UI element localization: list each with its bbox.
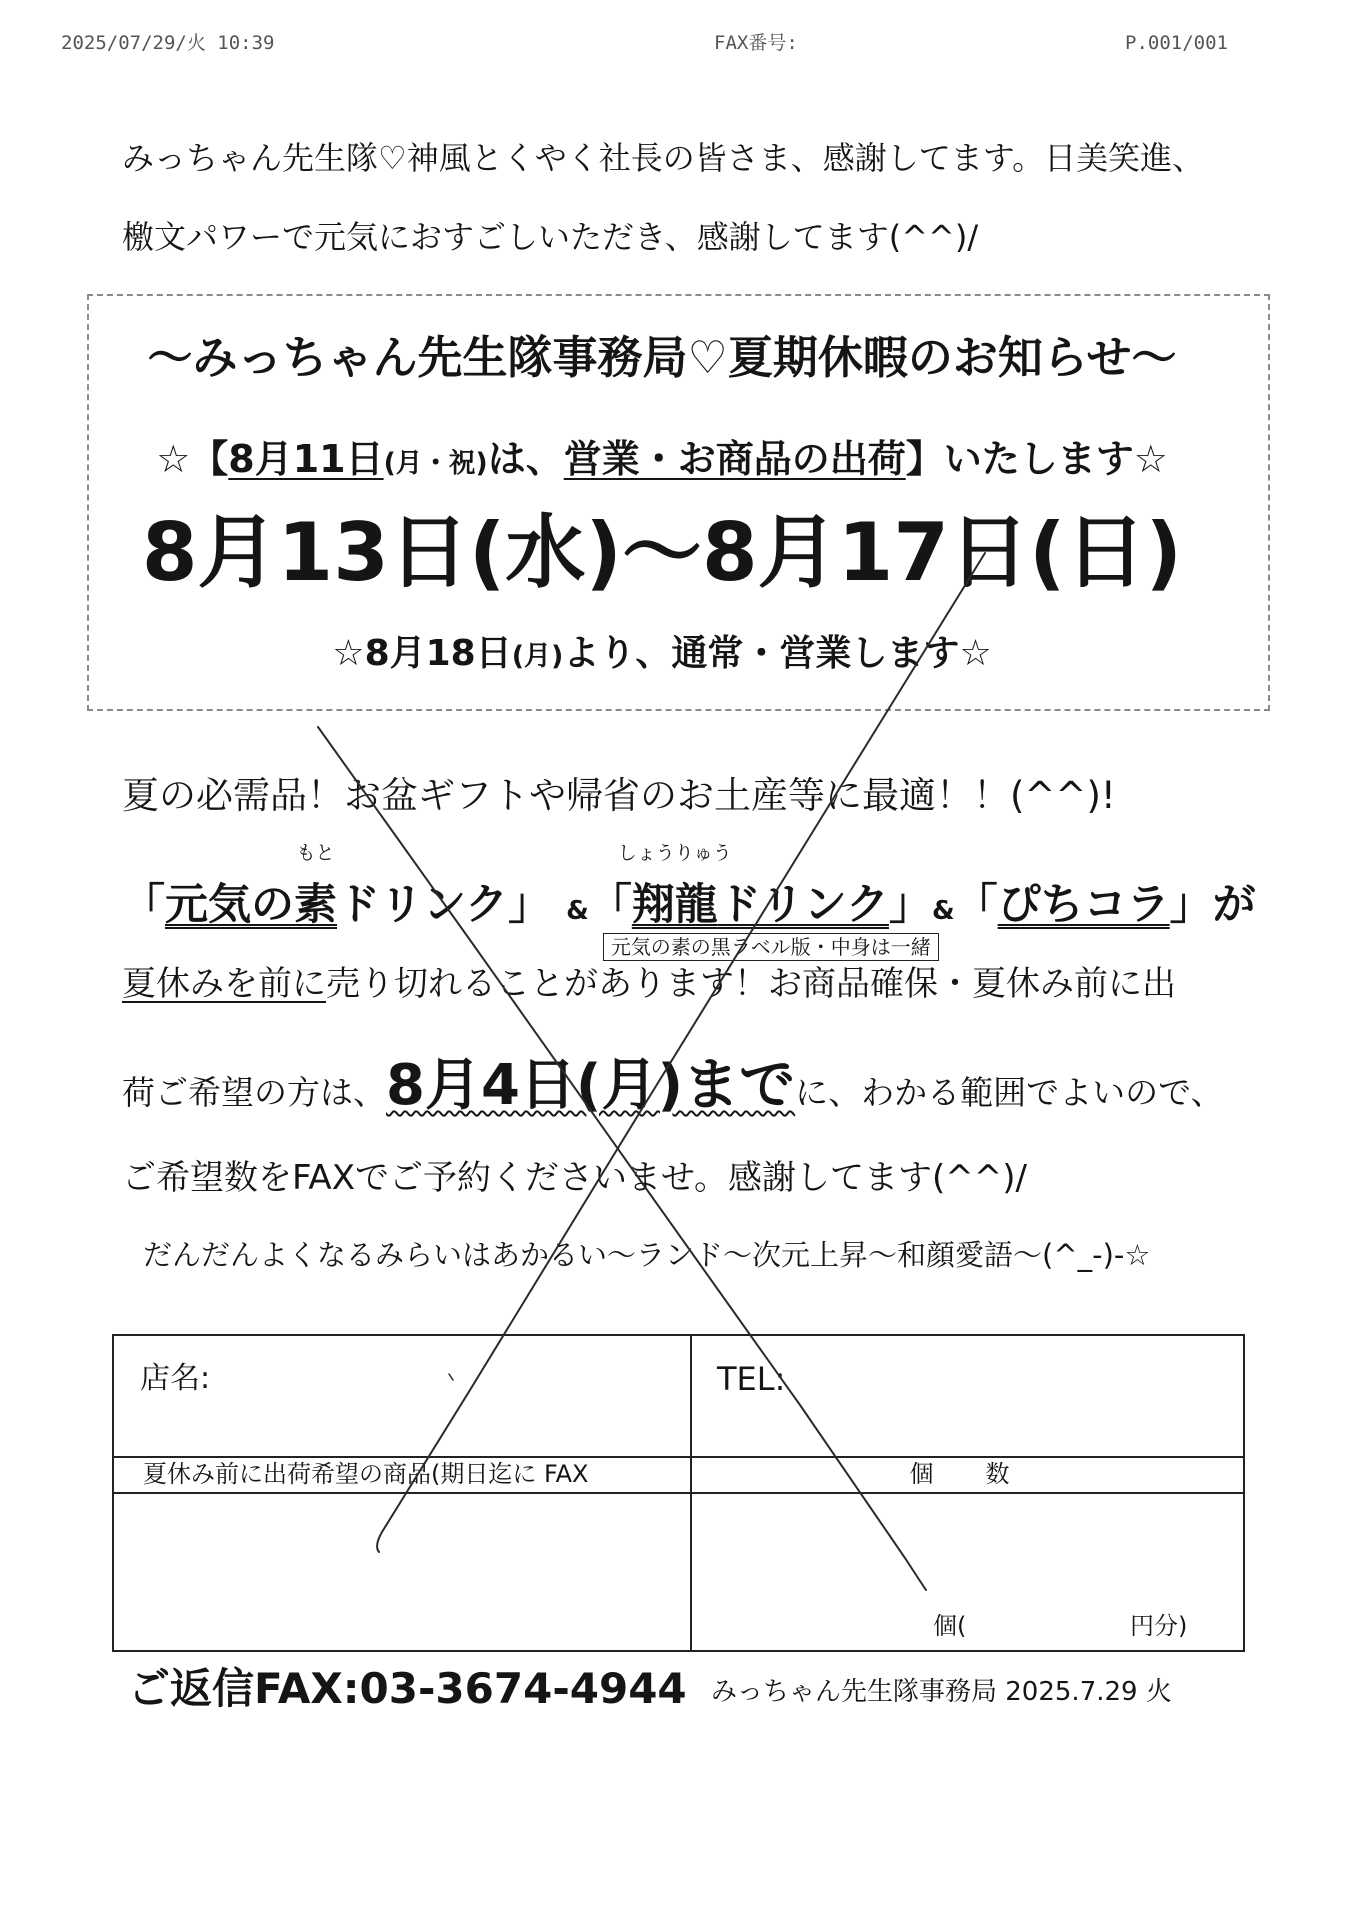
product-line — [122, 842, 1256, 959]
row-divider-2 — [114, 1492, 1243, 1494]
notice-title: ～みっちゃん先生隊事務局♡夏期休暇のお知らせ～ — [147, 331, 1177, 384]
product-genki-close: ドリンク」 — [337, 880, 552, 930]
promo-line-1: 夏の必需品！お盆ギフトや帰省のお土産等に最適！！(^^)! — [122, 774, 1116, 817]
product-genki-open: 「 — [122, 880, 165, 930]
open-day-business: 営業・お商品の出荷 — [563, 437, 906, 481]
open-day-tail: 】いたします☆ — [905, 437, 1168, 481]
product-shoryu-close: 」 — [888, 880, 932, 930]
closed-period: 8月13日(水)～8月17日(日) — [141, 506, 1183, 599]
open-day-date: 8月11日 — [228, 437, 384, 481]
tel-label: TEL: — [717, 1360, 786, 1398]
product-genki-underlined — [165, 842, 337, 930]
fax-timestamp: 2025/07/29/火 10:39 — [61, 32, 275, 54]
ampersand-2: & — [931, 896, 955, 926]
product-shoryu-note: 元気の素の黒ラベル版・中身は一緒 — [603, 933, 939, 961]
product-column-header: 夏休み前に出荷希望の商品(期日迄に FAX — [143, 1460, 589, 1488]
product-shoryu — [588, 842, 932, 959]
holiday-notice-box — [87, 294, 1270, 711]
quantity-unit-close: 円分) — [1130, 1612, 1188, 1640]
open-day-mid: は、 — [487, 437, 564, 481]
ruby-moto — [294, 842, 337, 930]
ampersand-1: & — [566, 896, 589, 926]
quantity-unit-open: 個( — [933, 1612, 967, 1640]
greeting-line-1: みっちゃん先生隊♡神風とくやく社長の皆さま、感謝してます。日美笑進、 — [122, 139, 1205, 177]
promo-line-3-rest: 売り切れることがあります！お商品確保・夏休み前に出 — [326, 964, 1176, 1004]
reply-fax-number: ご返信FAX:03-3674-4944 — [128, 1664, 687, 1713]
shop-name-label: 店名: — [140, 1361, 211, 1396]
product-shoryu-open: 「 — [588, 880, 632, 930]
product-line-suffix: が — [1212, 880, 1256, 930]
ruby-shoryu-base: 翔龍 — [631, 880, 718, 930]
quantity-column-header: 個 数 — [909, 1460, 1024, 1488]
ruby-shoryu-reading: しょうりゅう — [617, 842, 732, 864]
promo-line-4-suffix: に、わかる範囲でよいので、 — [795, 1073, 1224, 1112]
fax-number-label: FAX番号: — [714, 32, 798, 54]
open-day-lead: ☆【 — [156, 437, 229, 481]
promo-line-5: ご希望数をFAXでご予約くださいませ。感謝してます(^^)/ — [122, 1158, 1027, 1198]
resume-lead: ☆8月18日 — [332, 633, 512, 674]
order-deadline: 8月4日(月)まで — [386, 1053, 796, 1118]
open-day-line — [89, 435, 1235, 488]
resume-weekday: (月) — [511, 641, 564, 672]
row-divider-1 — [114, 1456, 1243, 1458]
motto-line: だんだんよくなるみらいはあかるい～ランド～次元上昇～和顔愛語～(^_-)-☆ — [143, 1238, 1151, 1272]
promo-line-4-prefix: 荷ご希望の方は、 — [122, 1073, 386, 1112]
product-pichikora-name: ぴちコラ — [997, 880, 1170, 930]
product-shoryu-name: ドリンク — [717, 880, 889, 930]
product-pichikora — [955, 880, 1213, 930]
open-day-weekday: (月・祝) — [383, 448, 488, 479]
greeting-line-2: 檄文パワーで元気におすごしいただき、感謝してます(^^)/ — [122, 218, 979, 256]
ruby-moto-reading: もと — [296, 842, 335, 864]
promo-line-4 — [122, 1050, 1223, 1129]
promo-line-3 — [122, 963, 1176, 1005]
fax-page-number: P.001/001 — [1125, 32, 1228, 54]
product-genki — [122, 842, 566, 930]
product-shoryu-underlined — [617, 842, 889, 930]
product-pichikora-open: 「 — [954, 880, 998, 930]
product-pichikora-close: 」 — [1169, 880, 1213, 930]
order-form-table — [112, 1334, 1245, 1652]
before-summer-break: 夏休みを前に — [122, 964, 326, 1004]
resume-tail: より、通常・営業します☆ — [563, 633, 992, 674]
ruby-moto-base: 素 — [294, 880, 337, 930]
resume-line — [89, 632, 1235, 679]
ruby-shoryu — [617, 842, 732, 930]
product-genki-name: 元気の — [165, 880, 294, 930]
sender-signature: みっちゃん先生隊事務局 2025.7.29 火 — [711, 1677, 1172, 1707]
